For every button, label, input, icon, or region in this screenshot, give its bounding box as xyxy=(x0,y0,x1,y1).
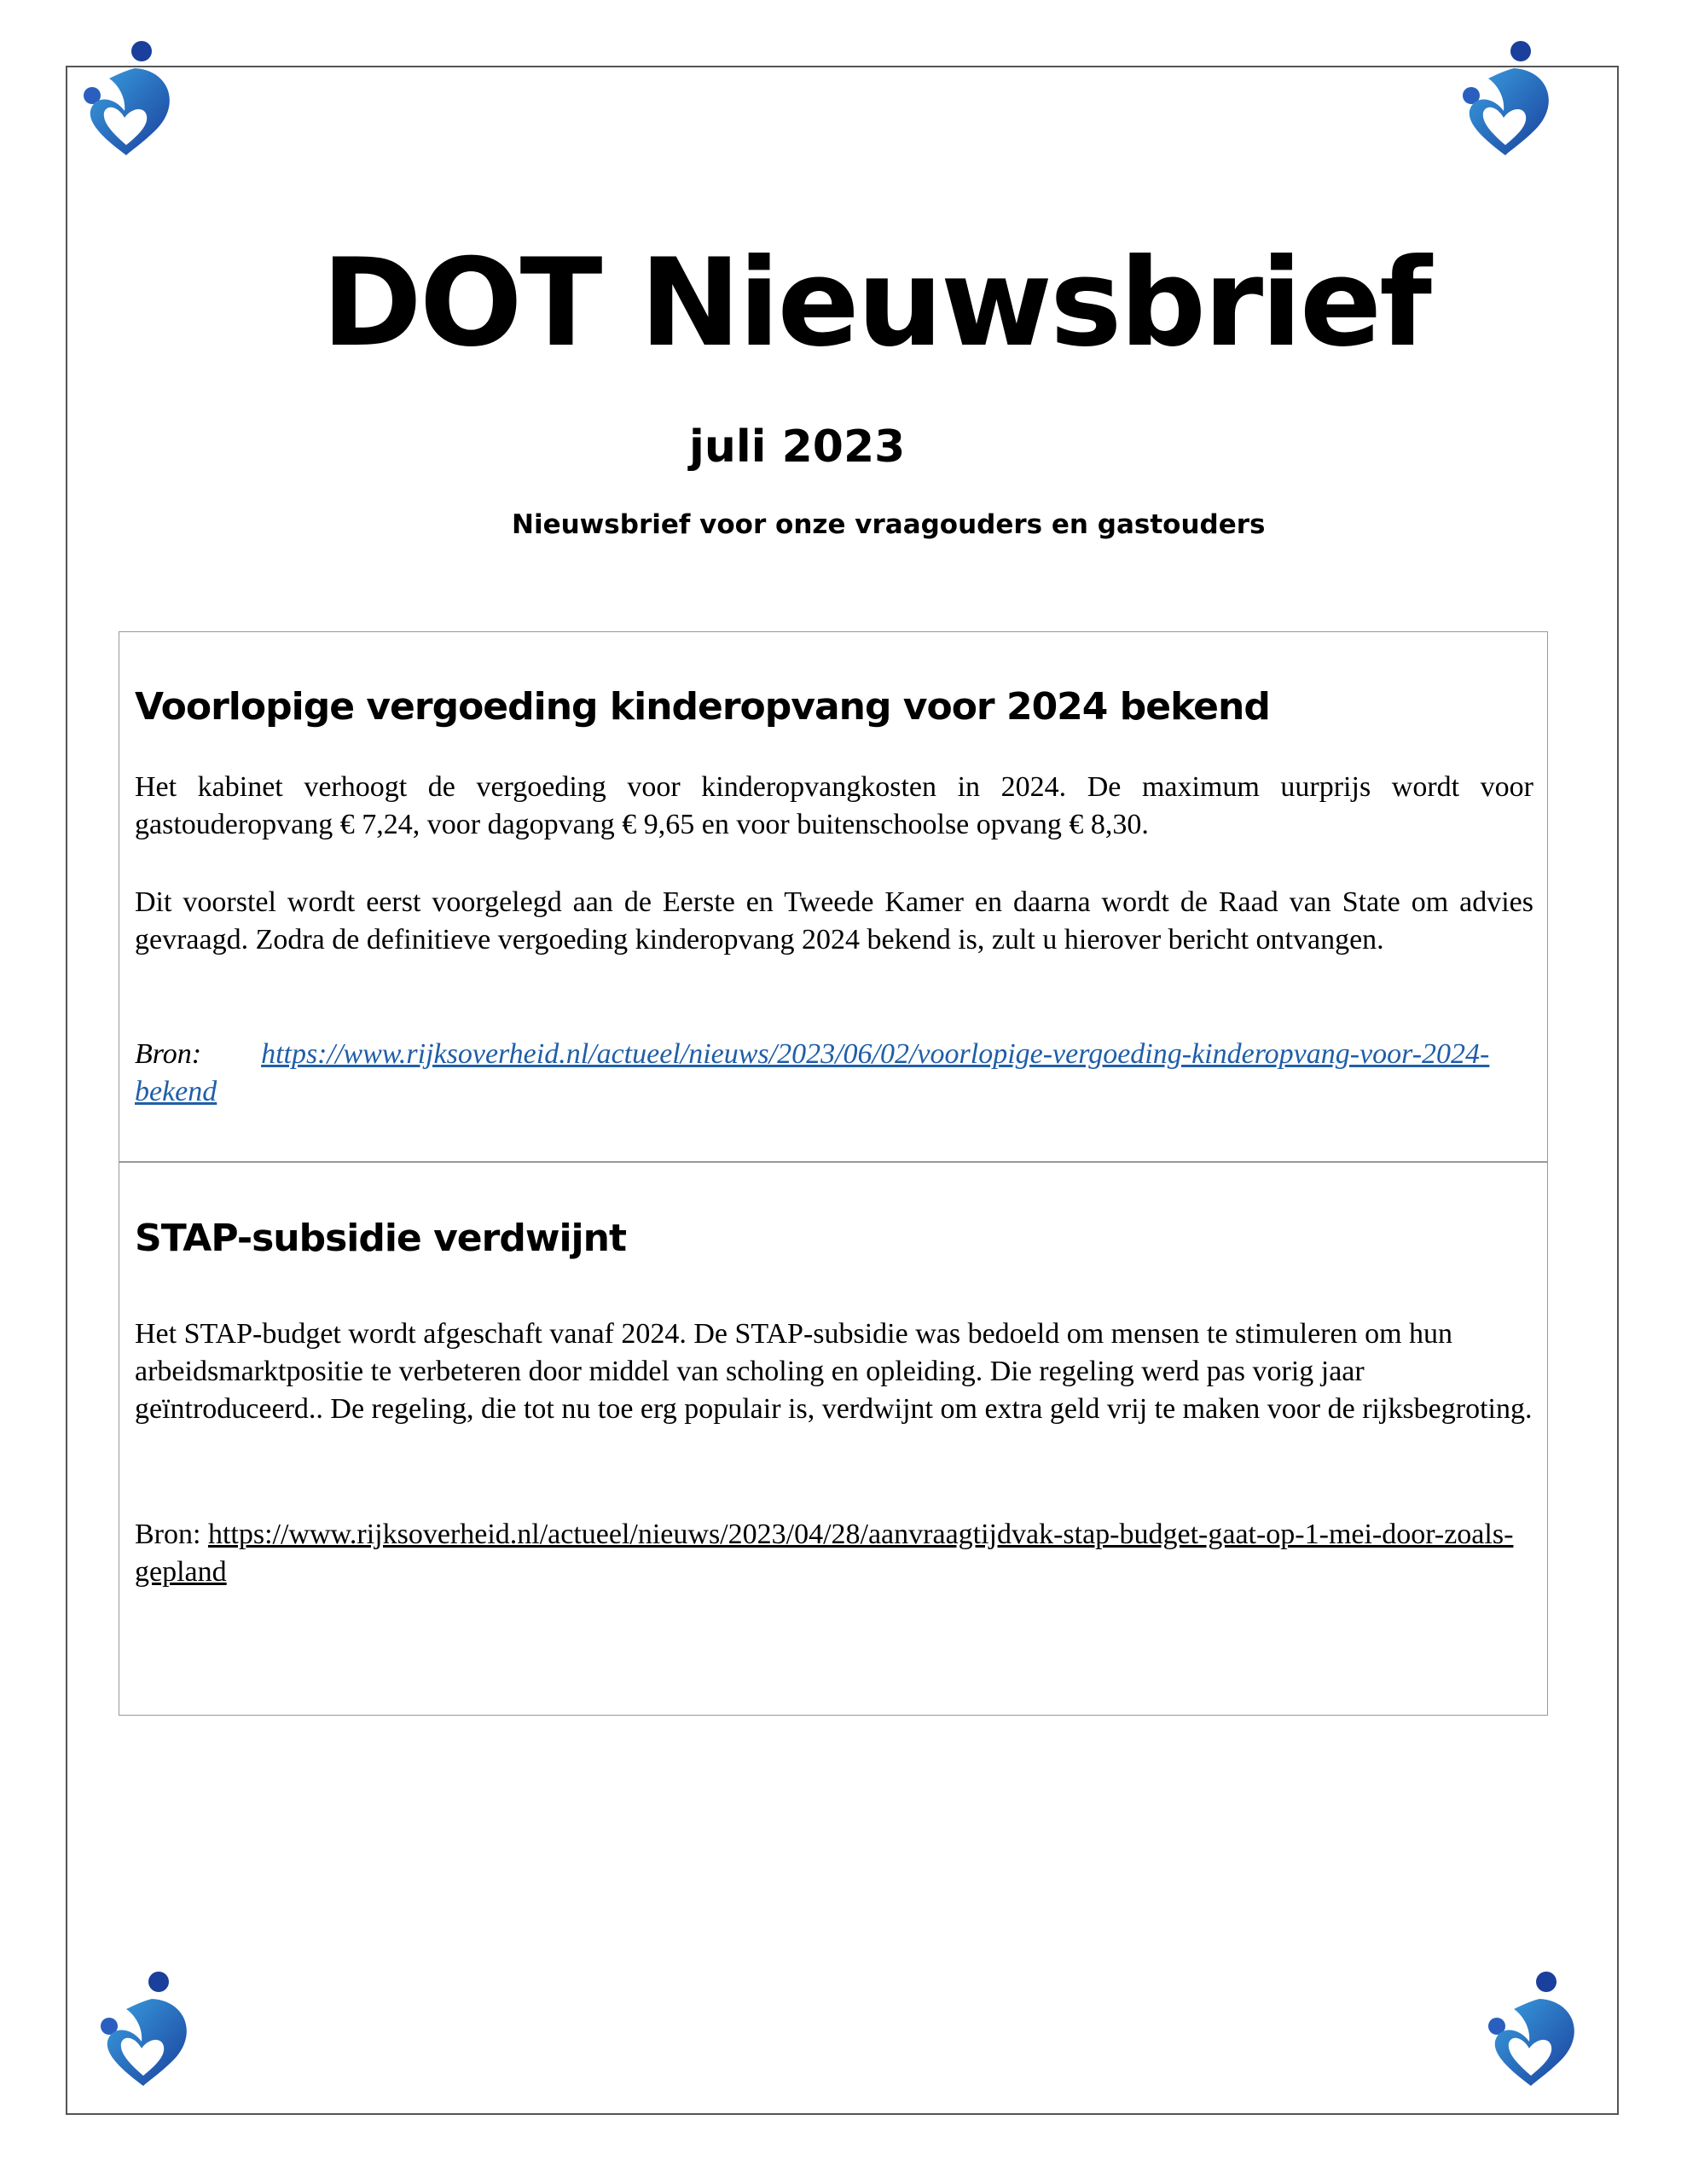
article-box-childcare xyxy=(119,631,1548,1163)
article-source xyxy=(135,1036,1533,1111)
article-paragraph: Dit voorstel wordt eerst voorgelegd aan de Eerste en Tweede Kamer en daarna wordt de Raad van State om advies gevraagd. Zodra de definitieve vergoeding kinderopvang 2024 bekend is, zult u hierover bericht ontvangen. xyxy=(135,886,1533,956)
article-paragraph: Het STAP-budget wordt afgeschaft vanaf 2024. De STAP-subsidie was bedoeld om mensen te stimuleren om hun arbeidsmarktpositie te verbeteren door middel van scholing en opleiding. Die regeling werd pas vorig jaar geïntroduceerd.. De regeling, die tot nu toe erg populair is, verdwijnt om extra geld vrij te maken voor de rijksbegroting. xyxy=(135,1318,1533,1425)
heart-person-logo-icon xyxy=(1480,1966,1591,2094)
heart-person-logo-icon xyxy=(92,1966,203,2094)
newsletter-title: DOT Nieuwsbrief xyxy=(322,233,1429,374)
newsletter-date: juli 2023 xyxy=(689,421,906,473)
newsletter-subtitle: Nieuwsbrief voor onze vraagouders en gastouders xyxy=(512,509,1266,540)
source-label: Bron: xyxy=(135,1519,201,1550)
source-link[interactable]: https://www.rijksoverheid.nl/actueel/nieuws/2023/06/02/voorlopige-vergoeding-kinderopvang-voor-2024-bekend xyxy=(135,1038,1490,1107)
heart-person-logo-icon xyxy=(75,36,186,164)
heart-person-logo-icon xyxy=(1454,36,1565,164)
article-heading: STAP-subsidie verdwijnt xyxy=(135,1217,626,1260)
article-paragraph: Het kabinet verhoogt de vergoeding voor kinderopvangkosten in 2024. De maximum uurprijs wordt voor gastouderopvang € 7,24, voor dagopvang € 9,65 en voor buitenschoolse opvang € 8,30. xyxy=(135,771,1533,840)
article-box-stap xyxy=(119,1161,1548,1716)
article-heading: Voorlopige vergoeding kinderopvang voor 2024 bekend xyxy=(135,685,1270,729)
source-label: Bron: xyxy=(135,1038,202,1070)
article-source xyxy=(135,1516,1533,1591)
source-link[interactable]: https://www.rijksoverheid.nl/actueel/nieuws/2023/04/28/aanvraagtijdvak-stap-budget-gaat-op-1-mei-door-zoals-gepland xyxy=(135,1519,1514,1588)
